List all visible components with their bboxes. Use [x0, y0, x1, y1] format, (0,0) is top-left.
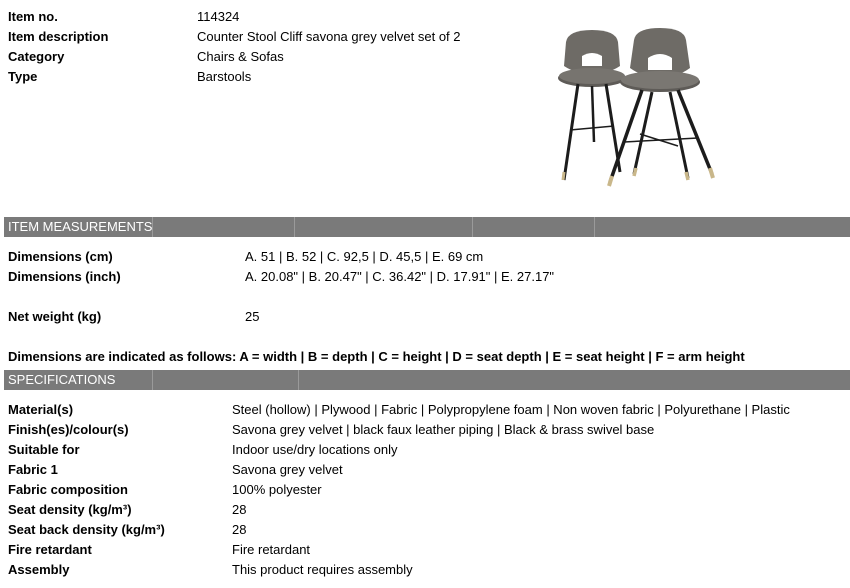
spec-row	[0, 520, 850, 540]
fire-retardant-value: Fire retardant	[232, 542, 311, 557]
band-divider	[152, 217, 153, 237]
band-divider	[294, 217, 295, 237]
item-no-label: Item no.	[8, 9, 58, 24]
finish-label: Finish(es)/colour(s)	[8, 422, 129, 437]
material-value: Steel (hollow) | Plywood | Fabric | Polypropylene foam | Non woven fabric | Polyurethane | Plastic	[232, 402, 790, 417]
dimensions-inch-label: Dimensions (inch)	[8, 269, 121, 284]
spec-row	[0, 480, 850, 500]
type-label: Type	[8, 69, 38, 84]
seat-back-density-label: Seat back density (kg/m³)	[8, 522, 165, 537]
band-divider	[594, 217, 595, 237]
fabric-1-value: Savona grey velvet	[232, 462, 343, 477]
band-divider	[472, 217, 473, 237]
item-description-label: Item description	[8, 29, 109, 44]
specifications-header	[4, 370, 850, 390]
assembly-value: This product requires assembly	[232, 562, 413, 577]
barstool-back-icon	[558, 30, 626, 180]
net-weight-value: 25	[245, 309, 260, 324]
dimensions-cm-value: A. 51 | B. 52 | C. 92,5 | D. 45,5 | E. 69 cm	[245, 249, 484, 264]
seat-density-value: 28	[232, 502, 247, 517]
net-weight-row	[0, 307, 850, 327]
dimensions-inch-value: A. 20.08" | B. 20.47" | C. 36.42" | D. 17.91" | E. 27.17"	[245, 269, 555, 284]
type-value: Barstools	[197, 69, 252, 84]
item-description-value: Counter Stool Cliff savona grey velvet set of 2	[197, 29, 461, 44]
spec-row	[0, 440, 850, 460]
spec-row	[0, 540, 850, 560]
seat-back-density-value: 28	[232, 522, 247, 537]
category-value: Chairs & Sofas	[197, 49, 284, 64]
product-image	[548, 22, 728, 204]
band-divider	[152, 370, 153, 390]
category-label: Category	[8, 49, 65, 64]
fire-retardant-label: Fire retardant	[8, 542, 92, 557]
band-divider	[298, 370, 299, 390]
assembly-label: Assembly	[8, 562, 70, 577]
item-measurements-header	[4, 217, 850, 237]
item-measurements-title: ITEM MEASUREMENTS	[8, 219, 153, 234]
suitable-for-value: Indoor use/dry locations only	[232, 442, 398, 457]
spec-row	[0, 500, 850, 520]
seat-density-label: Seat density (kg/m³)	[8, 502, 132, 517]
spec-row	[0, 560, 850, 580]
fabric-1-label: Fabric 1	[8, 462, 58, 477]
item-no-value: 114324	[197, 9, 240, 24]
dimensions-note: Dimensions are indicated as follows: A = width | B = depth | C = height | D = seat depth | E = seat height | F = arm height	[8, 349, 745, 364]
specifications-title: SPECIFICATIONS	[8, 372, 116, 387]
suitable-for-label: Suitable for	[8, 442, 80, 457]
dimensions-inch-row	[0, 267, 850, 287]
dimensions-cm-label: Dimensions (cm)	[8, 249, 113, 264]
net-weight-label: Net weight (kg)	[8, 309, 102, 324]
spec-row	[0, 420, 850, 440]
fabric-composition-label: Fabric composition	[8, 482, 128, 497]
fabric-composition-value: 100% polyester	[232, 482, 322, 497]
spec-row	[0, 400, 850, 420]
dimensions-cm-row	[0, 247, 850, 267]
material-label: Material(s)	[8, 402, 74, 417]
finish-value: Savona grey velvet | black faux leather piping | Black & brass swivel base	[232, 422, 655, 437]
barstool-front-icon	[609, 28, 713, 186]
spec-row	[0, 460, 850, 480]
